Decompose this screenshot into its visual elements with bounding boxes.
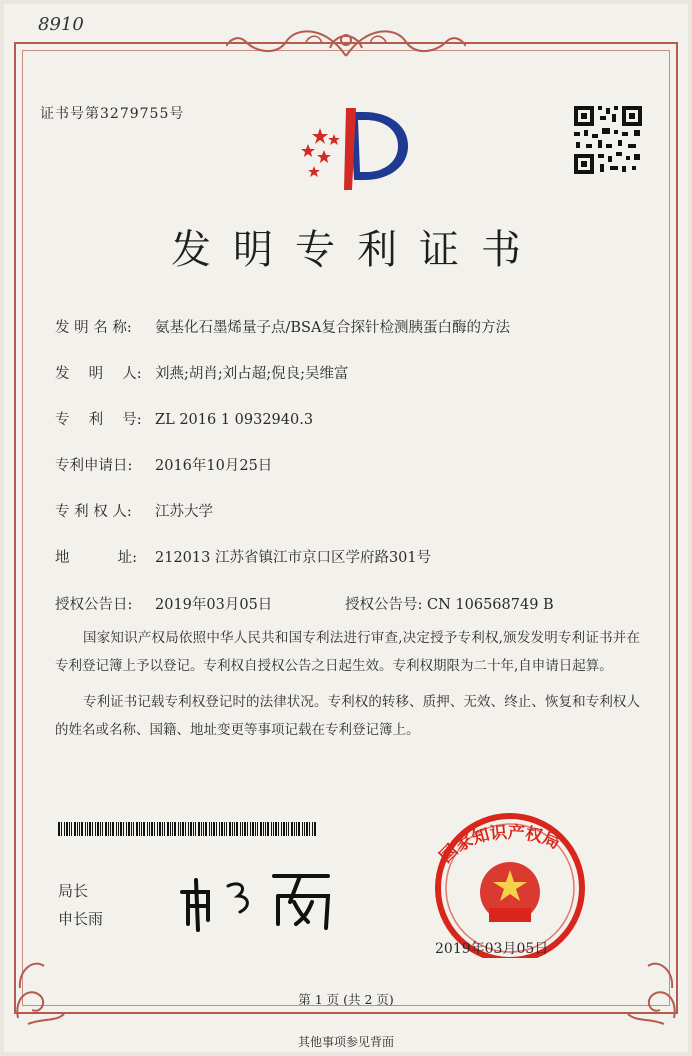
invention-name-label: 发 明 名 称: bbox=[55, 320, 132, 336]
invention-name-value: 氨基化石墨烯量子点/BSA复合探针检测胰蛋白酶的方法 bbox=[155, 320, 510, 336]
grant-date-label: 授权公告日: bbox=[55, 597, 133, 613]
application-date-row bbox=[55, 454, 272, 475]
seal-text: 国家知识产权局 bbox=[435, 822, 563, 868]
paragraph-grant-statement: 国家知识产权局依照中华人民共和国专利法进行审查,决定授予专利权,颁发发明专利证书并在专利登记簿上予以登记。专利权自授权公告之日起生效。专利权期限为二十年,自申请日起算。 bbox=[55, 630, 640, 674]
grant-date-row bbox=[55, 593, 272, 614]
signatory-name: 申长雨 bbox=[58, 910, 104, 928]
address-row bbox=[55, 546, 431, 567]
official-seal-icon bbox=[415, 808, 605, 958]
inventors-label: 发 明 人: bbox=[55, 366, 142, 382]
address-value: 212013 江苏省镇江市京口区学府路301号 bbox=[155, 550, 432, 566]
handwritten-note: 8910 bbox=[38, 14, 84, 35]
back-note: 其他事项参见背面 bbox=[297, 1035, 394, 1049]
certificate-title: 发明专利证书 bbox=[171, 227, 543, 273]
patentee-label: 专 利 权 人: bbox=[55, 504, 132, 520]
invention-name-row bbox=[55, 316, 510, 337]
grant-number-value: CN 106568749 B bbox=[427, 597, 554, 613]
grant-date-value: 2019年03月05日 bbox=[155, 597, 273, 613]
barcode-icon bbox=[58, 822, 318, 836]
top-ornament-icon bbox=[226, 22, 466, 62]
application-date-label: 专利申请日: bbox=[55, 458, 133, 474]
patent-number-value: ZL 2016 1 0932940.3 bbox=[155, 412, 314, 428]
corner-ornament-bottom-right-icon bbox=[624, 948, 684, 1028]
inventors-value: 刘燕;胡肖;刘占超;倪良;吴维富 bbox=[155, 366, 349, 382]
corner-ornament-bottom-left-icon bbox=[8, 948, 68, 1028]
address-label: 地 址: bbox=[55, 550, 137, 566]
seal-date: 2019年03月05日 bbox=[435, 941, 549, 957]
grant-number-row bbox=[345, 593, 554, 614]
patentee-row bbox=[55, 500, 213, 521]
cnipa-logo-icon bbox=[290, 104, 410, 194]
application-date-value: 2016年10月25日 bbox=[155, 458, 273, 474]
paragraph-legal-status: 专利证书记载专利权登记时的法律状况。专利权的转移、质押、无效、终止、恢复和专利权人的姓名或名称、国籍、地址变更等事项记载在专利登记簿上。 bbox=[55, 694, 640, 738]
patent-number-row bbox=[55, 408, 313, 429]
patentee-value: 江苏大学 bbox=[155, 504, 213, 520]
signatory-title: 局长 bbox=[58, 882, 89, 900]
grant-number-label: 授权公告号: bbox=[345, 597, 423, 613]
inventors-row bbox=[55, 362, 349, 383]
certificate-number: 证书号第3279755号 bbox=[40, 106, 185, 122]
page-number: 第 1 页 (共 2 页) bbox=[298, 992, 394, 1007]
signature-icon bbox=[178, 862, 348, 932]
qr-code-icon bbox=[572, 104, 644, 176]
patent-number-label: 专 利 号: bbox=[55, 412, 142, 428]
